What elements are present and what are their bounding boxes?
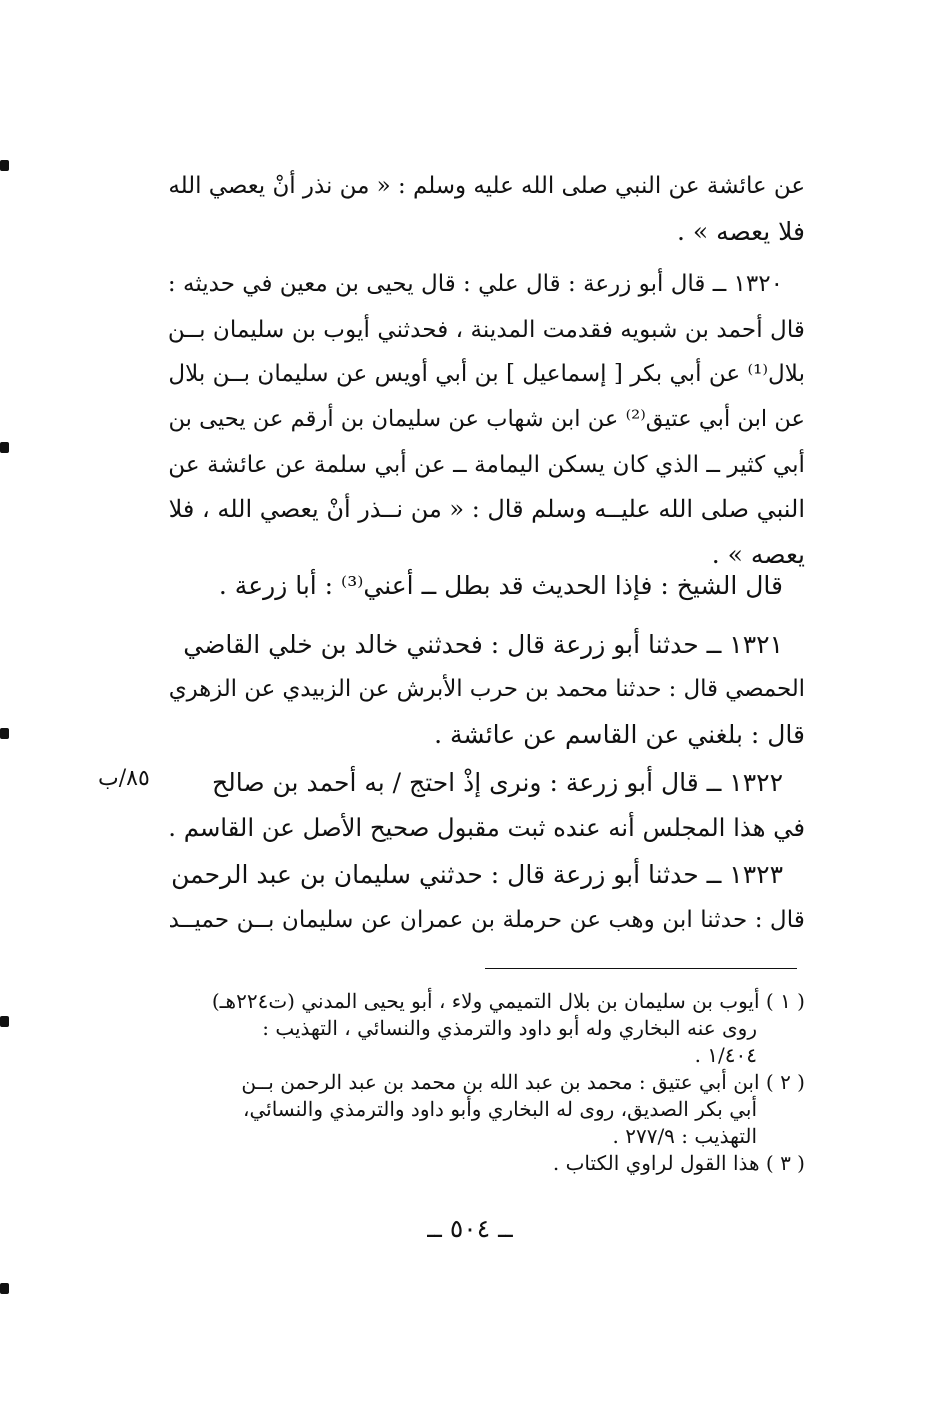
text-line: عن عائشة عن النبي صلى الله عليه وسلم : « من نذر أنْ يعصي الله — [168, 173, 805, 199]
text-line: عن ابن أبي عتيق⁽²⁾ عن ابن شهاب عن سليمان بن أرقم عن يحيى بن — [168, 406, 805, 432]
scan-edge-mark — [0, 1016, 9, 1027]
text-line: يعصه » . — [711, 540, 805, 569]
text-line: ١٣٢٣ ــ حدثنا أبو زرعة قال : حدثني سليمان بن عبد الرحمن — [171, 860, 783, 889]
text-line: بلال⁽¹⁾ عن أبي بكر [ إسماعيل ] بن أبي أويس عن سليمان بــن بلال — [168, 361, 805, 387]
footnote-2-line: أبي بكر الصديق، روى له البخاري وأبو داود والترمذي والنسائي، — [243, 1097, 757, 1121]
scan-edge-mark — [0, 442, 9, 453]
text-line: قال : حدثنا ابن وهب عن حرملة بن عمران عن سليمان بــن حميــد — [168, 906, 805, 933]
text-line: النبي صلى الله عليــه وسلم قال : « من نــذر أنْ يعصي الله ، فلا — [168, 495, 805, 523]
footnote-3-line: ( ٣ ) هذا القول لراوي الكتاب . — [552, 1151, 805, 1175]
footnote-1-line: روى عنه البخاري وله أبو داود والترمذي والنسائي ، التهذيب : — [262, 1016, 757, 1040]
text-line: ١٣٢٢ ــ قال أبو زرعة : ونرى إذْ احتج / به أحمد بن صالح — [211, 768, 783, 797]
page-number: ــ ٥٠٤ ــ — [427, 1214, 513, 1243]
scan-edge-mark — [0, 728, 9, 739]
text-line: أبي كثير ــ الذي كان يسكن اليمامة ــ عن أبي سلمة عن عائشة عن — [168, 451, 805, 478]
footnote-1-line: ١/٤٠٤ . — [694, 1043, 757, 1067]
text-line: الحمصي قال : حدثنا محمد بن حرب الأبرش عن الزبيدي عن الزهري — [168, 676, 805, 702]
text-line: ١٣٢١ ــ حدثنا أبو زرعة قال : فحدثني خالد بن خلي القاضي — [183, 630, 783, 659]
paragraph-1320 — [155, 262, 805, 577]
footnote-1-line: ( ١ ) أيوب بن سليمان بن بلال التميمي ولاء ، أبو يحيى المدني (ت٢٢٤هـ) — [211, 989, 805, 1013]
text-line: ١٣٢٠ ــ قال أبو زرعة : قال علي : قال يحيى بن معين في حديثه : — [167, 271, 783, 297]
paragraph-sheikh — [155, 563, 805, 608]
text-line: قال أحمد بن شبويه فقدمت المدينة ، فحدثني أيوب بن سليمان بــن — [167, 316, 805, 343]
text-line: قال الشيخ : فإذا الحديث قد بطل ــ أعني⁽³⁾ : أبا زرعة . — [218, 571, 783, 600]
scan-edge-mark — [0, 160, 9, 171]
text-line: في هذا المجلس أنه عنده ثبت مقبول صحيح الأصل عن القاسم . — [168, 813, 805, 842]
text-line: قال : بلغني عن القاسم عن عائشة . — [434, 720, 805, 749]
paragraph-1321 — [155, 622, 805, 757]
footnote-separator — [485, 968, 797, 969]
scan-edge-mark — [0, 1283, 9, 1294]
footnotes — [150, 988, 805, 1177]
footnote-2-line: ( ٢ ) ابن أبي عتيق : محمد بن عبد الله بن محمد بن عبد الرحمن بــن — [241, 1070, 805, 1094]
margin-folio-note: ٨٥/ب — [98, 766, 150, 791]
paragraph-intro — [155, 164, 805, 254]
paragraph-1322 — [155, 760, 805, 850]
footnote-2-line: التهذيب : ٢٧٧/٩ . — [612, 1124, 757, 1148]
paragraph-1323 — [155, 852, 805, 942]
text-line: فلا يعصه » . — [676, 217, 805, 246]
